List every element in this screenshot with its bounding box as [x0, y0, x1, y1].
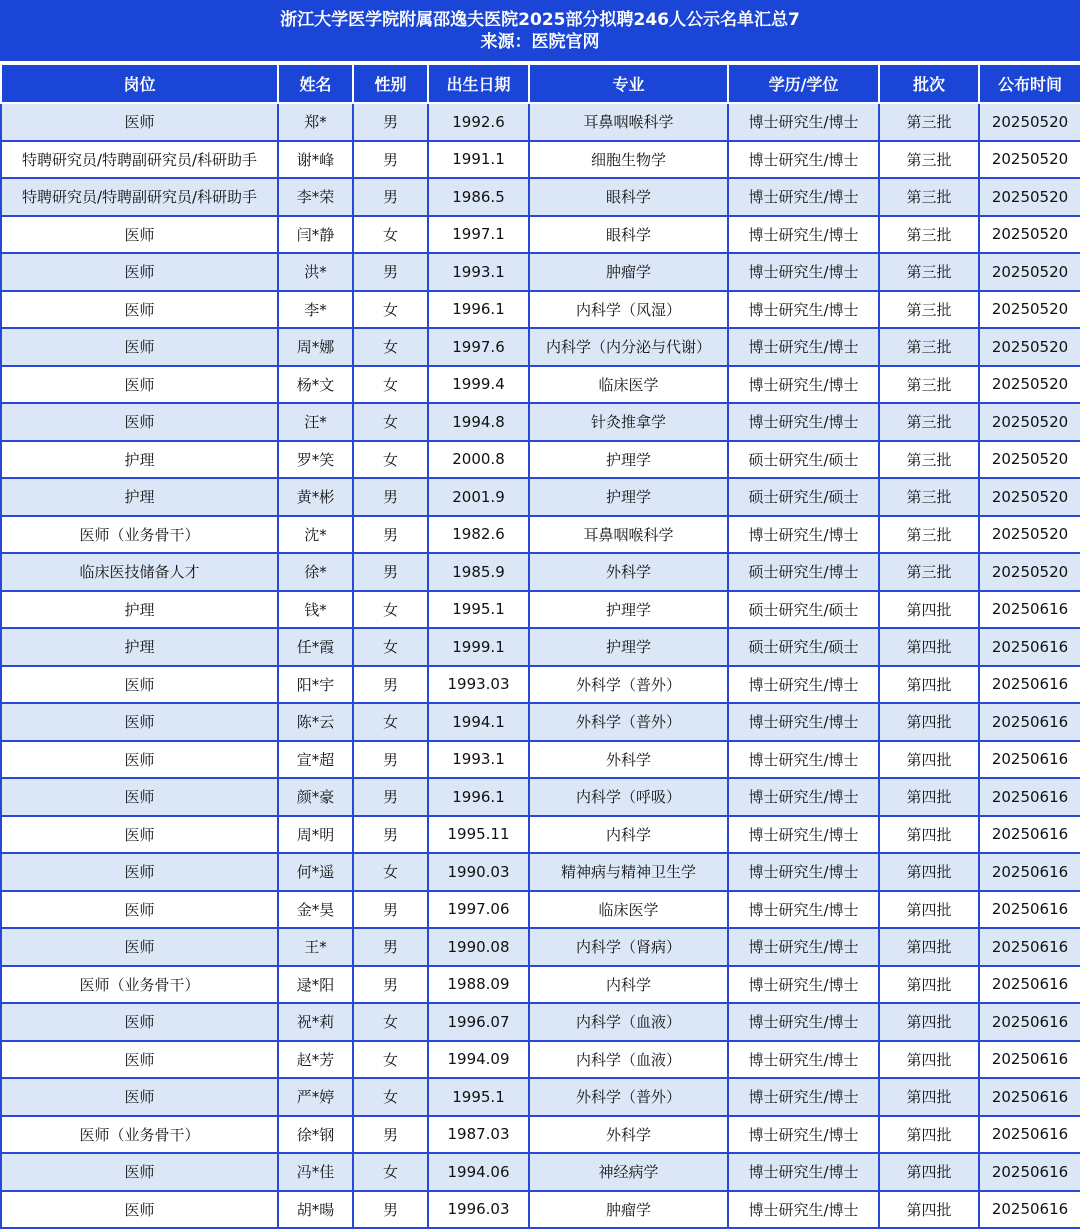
degree-cell: 硕士研究生/博士: [728, 553, 879, 591]
batch-cell: 第三批: [879, 403, 979, 441]
name-cell: 周*娜: [278, 328, 353, 366]
position-cell: 医师: [1, 1041, 278, 1079]
degree-cell: 博士研究生/博士: [728, 666, 879, 704]
gender-cell: 女: [353, 1153, 428, 1191]
name-cell: 罗*笑: [278, 441, 353, 479]
publish-date-cell: 20250520: [979, 178, 1080, 216]
publish-date-cell: 20250616: [979, 1153, 1080, 1191]
degree-cell: 博士研究生/博士: [728, 291, 879, 329]
gender-cell: 男: [353, 553, 428, 591]
position-cell: 特聘研究员/特聘副研究员/科研助手: [1, 141, 278, 179]
name-cell: 李*: [278, 291, 353, 329]
gender-cell: 男: [353, 178, 428, 216]
major-cell: 内科学: [529, 816, 728, 854]
birth-date-cell: 1994.8: [428, 403, 529, 441]
name-cell: 赵*芳: [278, 1041, 353, 1079]
position-cell: 医师（业务骨干）: [1, 966, 278, 1004]
batch-cell: 第三批: [879, 478, 979, 516]
position-cell: 医师: [1, 103, 278, 141]
position-cell: 医师: [1, 1003, 278, 1041]
table-row: [1, 553, 1080, 591]
major-cell: 内科学（风湿）: [529, 291, 728, 329]
major-cell: 护理学: [529, 591, 728, 629]
batch-cell: 第四批: [879, 628, 979, 666]
birth-date-cell: 1985.9: [428, 553, 529, 591]
batch-cell: 第四批: [879, 853, 979, 891]
gender-cell: 女: [353, 291, 428, 329]
name-cell: 宣*超: [278, 741, 353, 779]
table-row: [1, 478, 1080, 516]
major-cell: 外科学（普外）: [529, 1078, 728, 1116]
major-cell: 外科学（普外）: [529, 703, 728, 741]
position-cell: 医师（业务骨干）: [1, 516, 278, 554]
batch-cell: 第四批: [879, 928, 979, 966]
major-cell: 耳鼻咽喉科学: [529, 103, 728, 141]
name-cell: 钱*: [278, 591, 353, 629]
batch-cell: 第四批: [879, 1041, 979, 1079]
birth-date-cell: 1999.1: [428, 628, 529, 666]
birth-date-cell: 1997.6: [428, 328, 529, 366]
major-cell: 护理学: [529, 441, 728, 479]
birth-date-cell: 1996.07: [428, 1003, 529, 1041]
position-cell: 医师: [1, 666, 278, 704]
batch-cell: 第四批: [879, 703, 979, 741]
degree-cell: 博士研究生/博士: [728, 1003, 879, 1041]
publish-date-cell: 20250616: [979, 966, 1080, 1004]
title-block: [0, 0, 1080, 63]
publish-date-cell: 20250520: [979, 216, 1080, 254]
publish-date-cell: 20250616: [979, 928, 1080, 966]
publish-date-cell: 20250520: [979, 441, 1080, 479]
birth-date-cell: 1995.1: [428, 1078, 529, 1116]
publish-date-cell: 20250616: [979, 1116, 1080, 1154]
gender-cell: 女: [353, 853, 428, 891]
table-row: [1, 1003, 1080, 1041]
major-cell: 肿瘤学: [529, 1191, 728, 1229]
birth-date-cell: 1994.09: [428, 1041, 529, 1079]
gender-cell: 男: [353, 966, 428, 1004]
name-cell: 闫*静: [278, 216, 353, 254]
major-cell: 肿瘤学: [529, 253, 728, 291]
gender-cell: 男: [353, 928, 428, 966]
major-cell: 细胞生物学: [529, 141, 728, 179]
degree-cell: 博士研究生/博士: [728, 403, 879, 441]
table-row: [1, 1191, 1080, 1229]
major-cell: 神经病学: [529, 1153, 728, 1191]
batch-cell: 第四批: [879, 778, 979, 816]
table-row: [1, 928, 1080, 966]
batch-cell: 第四批: [879, 1191, 979, 1229]
major-cell: 内科学（血液）: [529, 1041, 728, 1079]
major-cell: 针灸推拿学: [529, 403, 728, 441]
batch-cell: 第三批: [879, 441, 979, 479]
position-cell: 临床医技储备人才: [1, 553, 278, 591]
table-row: [1, 216, 1080, 254]
header-gender: 性别: [353, 64, 428, 103]
batch-cell: 第三批: [879, 366, 979, 404]
name-cell: 逯*阳: [278, 966, 353, 1004]
header-name: 姓名: [278, 64, 353, 103]
degree-cell: 博士研究生/博士: [728, 853, 879, 891]
position-cell: 医师: [1, 741, 278, 779]
position-cell: 医师: [1, 928, 278, 966]
major-cell: 临床医学: [529, 366, 728, 404]
name-cell: 杨*文: [278, 366, 353, 404]
publish-date-cell: 20250616: [979, 891, 1080, 929]
birth-date-cell: 1996.1: [428, 778, 529, 816]
gender-cell: 女: [353, 366, 428, 404]
publish-date-cell: 20250520: [979, 253, 1080, 291]
header-degree: 学历/学位: [728, 64, 879, 103]
name-cell: 祝*莉: [278, 1003, 353, 1041]
gender-cell: 女: [353, 591, 428, 629]
gender-cell: 男: [353, 141, 428, 179]
publish-date-cell: 20250520: [979, 553, 1080, 591]
table-row: [1, 1078, 1080, 1116]
batch-cell: 第四批: [879, 666, 979, 704]
degree-cell: 博士研究生/博士: [728, 216, 879, 254]
publish-date-cell: 20250616: [979, 1003, 1080, 1041]
header-row: [1, 64, 1080, 103]
degree-cell: 硕士研究生/硕士: [728, 478, 879, 516]
table-row: [1, 591, 1080, 629]
position-cell: 医师: [1, 816, 278, 854]
publish-date-cell: 20250520: [979, 403, 1080, 441]
degree-cell: 博士研究生/博士: [728, 328, 879, 366]
position-cell: 医师: [1, 1153, 278, 1191]
position-cell: 医师: [1, 891, 278, 929]
table-body: [1, 103, 1080, 1228]
header-major: 专业: [529, 64, 728, 103]
header-batch: 批次: [879, 64, 979, 103]
publish-date-cell: 20250616: [979, 778, 1080, 816]
degree-cell: 博士研究生/博士: [728, 928, 879, 966]
table-row: [1, 666, 1080, 704]
major-cell: 临床医学: [529, 891, 728, 929]
batch-cell: 第三批: [879, 553, 979, 591]
birth-date-cell: 1995.11: [428, 816, 529, 854]
table-row: [1, 703, 1080, 741]
batch-cell: 第三批: [879, 103, 979, 141]
degree-cell: 博士研究生/博士: [728, 703, 879, 741]
publish-date-cell: 20250616: [979, 1191, 1080, 1229]
degree-cell: 硕士研究生/硕士: [728, 441, 879, 479]
degree-cell: 博士研究生/博士: [728, 891, 879, 929]
publish-date-cell: 20250520: [979, 291, 1080, 329]
gender-cell: 女: [353, 1041, 428, 1079]
major-cell: 外科学: [529, 553, 728, 591]
degree-cell: 博士研究生/博士: [728, 516, 879, 554]
birth-date-cell: 1999.4: [428, 366, 529, 404]
position-cell: 医师: [1, 328, 278, 366]
birth-date-cell: 1991.1: [428, 141, 529, 179]
birth-date-cell: 1990.08: [428, 928, 529, 966]
name-cell: 周*明: [278, 816, 353, 854]
birth-date-cell: 1987.03: [428, 1116, 529, 1154]
gender-cell: 女: [353, 328, 428, 366]
major-cell: 耳鼻咽喉科学: [529, 516, 728, 554]
batch-cell: 第三批: [879, 178, 979, 216]
batch-cell: 第四批: [879, 1003, 979, 1041]
table-row: [1, 853, 1080, 891]
degree-cell: 博士研究生/博士: [728, 1116, 879, 1154]
gender-cell: 男: [353, 778, 428, 816]
publish-date-cell: 20250520: [979, 103, 1080, 141]
major-cell: 内科学（血液）: [529, 1003, 728, 1041]
gender-cell: 男: [353, 816, 428, 854]
major-cell: 内科学（肾病）: [529, 928, 728, 966]
publish-date-cell: 20250616: [979, 1078, 1080, 1116]
position-cell: 医师: [1, 1078, 278, 1116]
publish-date-cell: 20250520: [979, 516, 1080, 554]
position-cell: 医师: [1, 703, 278, 741]
degree-cell: 博士研究生/博士: [728, 178, 879, 216]
table-row: [1, 291, 1080, 329]
name-cell: 黄*彬: [278, 478, 353, 516]
birth-date-cell: 1996.03: [428, 1191, 529, 1229]
degree-cell: 硕士研究生/硕士: [728, 628, 879, 666]
gender-cell: 男: [353, 253, 428, 291]
position-cell: 医师: [1, 216, 278, 254]
position-cell: 医师: [1, 366, 278, 404]
publish-date-cell: 20250520: [979, 478, 1080, 516]
birth-date-cell: 1982.6: [428, 516, 529, 554]
major-cell: 外科学: [529, 1116, 728, 1154]
name-cell: 颜*豪: [278, 778, 353, 816]
publish-date-cell: 20250520: [979, 328, 1080, 366]
name-cell: 谢*峰: [278, 141, 353, 179]
gender-cell: 女: [353, 1078, 428, 1116]
publish-date-cell: 20250520: [979, 141, 1080, 179]
page-title: 浙江大学医学院附属邵逸夫医院2025部分拟聘246人公示名单汇总7: [280, 9, 800, 30]
table-row: [1, 516, 1080, 554]
batch-cell: 第四批: [879, 891, 979, 929]
publish-date-cell: 20250616: [979, 741, 1080, 779]
publish-date-cell: 20250616: [979, 1041, 1080, 1079]
table-row: [1, 816, 1080, 854]
birth-date-cell: 1988.09: [428, 966, 529, 1004]
table-row: [1, 178, 1080, 216]
degree-cell: 博士研究生/博士: [728, 1041, 879, 1079]
birth-date-cell: 1994.1: [428, 703, 529, 741]
major-cell: 眼科学: [529, 216, 728, 254]
name-cell: 李*荣: [278, 178, 353, 216]
birth-date-cell: 1996.1: [428, 291, 529, 329]
birth-date-cell: 2000.8: [428, 441, 529, 479]
table-row: [1, 103, 1080, 141]
table-row: [1, 253, 1080, 291]
gender-cell: 男: [353, 103, 428, 141]
publish-date-cell: 20250616: [979, 591, 1080, 629]
batch-cell: 第四批: [879, 1153, 979, 1191]
major-cell: 精神病与精神卫生学: [529, 853, 728, 891]
gender-cell: 女: [353, 703, 428, 741]
name-cell: 沈*: [278, 516, 353, 554]
gender-cell: 女: [353, 403, 428, 441]
degree-cell: 博士研究生/博士: [728, 778, 879, 816]
name-cell: 徐*: [278, 553, 353, 591]
batch-cell: 第四批: [879, 816, 979, 854]
publish-date-cell: 20250616: [979, 816, 1080, 854]
header-position: 岗位: [1, 64, 278, 103]
degree-cell: 博士研究生/博士: [728, 253, 879, 291]
major-cell: 外科学: [529, 741, 728, 779]
table-row: [1, 1116, 1080, 1154]
major-cell: 眼科学: [529, 178, 728, 216]
birth-date-cell: 1993.1: [428, 253, 529, 291]
degree-cell: 博士研究生/博士: [728, 1078, 879, 1116]
major-cell: 护理学: [529, 478, 728, 516]
gender-cell: 男: [353, 516, 428, 554]
batch-cell: 第四批: [879, 966, 979, 1004]
table-row: [1, 328, 1080, 366]
degree-cell: 硕士研究生/硕士: [728, 591, 879, 629]
publish-date-cell: 20250616: [979, 853, 1080, 891]
birth-date-cell: 1986.5: [428, 178, 529, 216]
table-row: [1, 741, 1080, 779]
birth-date-cell: 1993.1: [428, 741, 529, 779]
table-row: [1, 403, 1080, 441]
position-cell: 特聘研究员/特聘副研究员/科研助手: [1, 178, 278, 216]
degree-cell: 博士研究生/博士: [728, 366, 879, 404]
degree-cell: 博士研究生/博士: [728, 141, 879, 179]
table-row: [1, 891, 1080, 929]
position-cell: 护理: [1, 441, 278, 479]
position-cell: 护理: [1, 591, 278, 629]
position-cell: 医师: [1, 253, 278, 291]
name-cell: 王*: [278, 928, 353, 966]
position-cell: 医师: [1, 291, 278, 329]
table-row: [1, 966, 1080, 1004]
table-row: [1, 778, 1080, 816]
name-cell: 严*婷: [278, 1078, 353, 1116]
degree-cell: 博士研究生/博士: [728, 1191, 879, 1229]
major-cell: 内科学: [529, 966, 728, 1004]
position-cell: 医师: [1, 853, 278, 891]
publish-date-cell: 20250520: [979, 366, 1080, 404]
major-cell: 外科学（普外）: [529, 666, 728, 704]
table-row: [1, 441, 1080, 479]
position-cell: 医师: [1, 403, 278, 441]
position-cell: 护理: [1, 628, 278, 666]
table-row: [1, 141, 1080, 179]
batch-cell: 第三批: [879, 253, 979, 291]
degree-cell: 博士研究生/博士: [728, 816, 879, 854]
candidate-table: [0, 63, 1080, 1229]
degree-cell: 博士研究生/博士: [728, 741, 879, 779]
major-cell: 护理学: [529, 628, 728, 666]
gender-cell: 女: [353, 441, 428, 479]
birth-date-cell: 1990.03: [428, 853, 529, 891]
source-line: 来源：医院官网: [480, 31, 600, 52]
batch-cell: 第四批: [879, 1078, 979, 1116]
batch-cell: 第三批: [879, 516, 979, 554]
table-row: [1, 366, 1080, 404]
batch-cell: 第三批: [879, 216, 979, 254]
name-cell: 汪*: [278, 403, 353, 441]
name-cell: 阳*宇: [278, 666, 353, 704]
batch-cell: 第三批: [879, 328, 979, 366]
name-cell: 任*霞: [278, 628, 353, 666]
name-cell: 郑*: [278, 103, 353, 141]
birth-date-cell: 1995.1: [428, 591, 529, 629]
gender-cell: 男: [353, 478, 428, 516]
table-row: [1, 628, 1080, 666]
gender-cell: 男: [353, 891, 428, 929]
name-cell: 何*遥: [278, 853, 353, 891]
batch-cell: 第三批: [879, 291, 979, 329]
major-cell: 内科学（呼吸）: [529, 778, 728, 816]
batch-cell: 第四批: [879, 1116, 979, 1154]
publish-date-cell: 20250616: [979, 703, 1080, 741]
birth-date-cell: 2001.9: [428, 478, 529, 516]
birth-date-cell: 1993.03: [428, 666, 529, 704]
batch-cell: 第四批: [879, 741, 979, 779]
table-row: [1, 1153, 1080, 1191]
name-cell: 冯*佳: [278, 1153, 353, 1191]
publish-date-cell: 20250616: [979, 666, 1080, 704]
major-cell: 内科学（内分泌与代谢）: [529, 328, 728, 366]
birth-date-cell: 1994.06: [428, 1153, 529, 1191]
table-row: [1, 1041, 1080, 1079]
gender-cell: 男: [353, 1191, 428, 1229]
batch-cell: 第三批: [879, 141, 979, 179]
header-publish-date: 公布时间: [979, 64, 1080, 103]
name-cell: 金*昊: [278, 891, 353, 929]
birth-date-cell: 1997.06: [428, 891, 529, 929]
gender-cell: 男: [353, 741, 428, 779]
gender-cell: 女: [353, 628, 428, 666]
gender-cell: 女: [353, 1003, 428, 1041]
gender-cell: 男: [353, 1116, 428, 1154]
header-birth-date: 出生日期: [428, 64, 529, 103]
publish-date-cell: 20250616: [979, 628, 1080, 666]
degree-cell: 博士研究生/博士: [728, 966, 879, 1004]
name-cell: 洪*: [278, 253, 353, 291]
name-cell: 陈*云: [278, 703, 353, 741]
degree-cell: 博士研究生/博士: [728, 1153, 879, 1191]
position-cell: 医师: [1, 778, 278, 816]
name-cell: 徐*钢: [278, 1116, 353, 1154]
birth-date-cell: 1992.6: [428, 103, 529, 141]
name-cell: 胡*暘: [278, 1191, 353, 1229]
gender-cell: 男: [353, 666, 428, 704]
degree-cell: 博士研究生/博士: [728, 103, 879, 141]
batch-cell: 第四批: [879, 591, 979, 629]
position-cell: 医师（业务骨干）: [1, 1116, 278, 1154]
position-cell: 医师: [1, 1191, 278, 1229]
gender-cell: 女: [353, 216, 428, 254]
birth-date-cell: 1997.1: [428, 216, 529, 254]
position-cell: 护理: [1, 478, 278, 516]
